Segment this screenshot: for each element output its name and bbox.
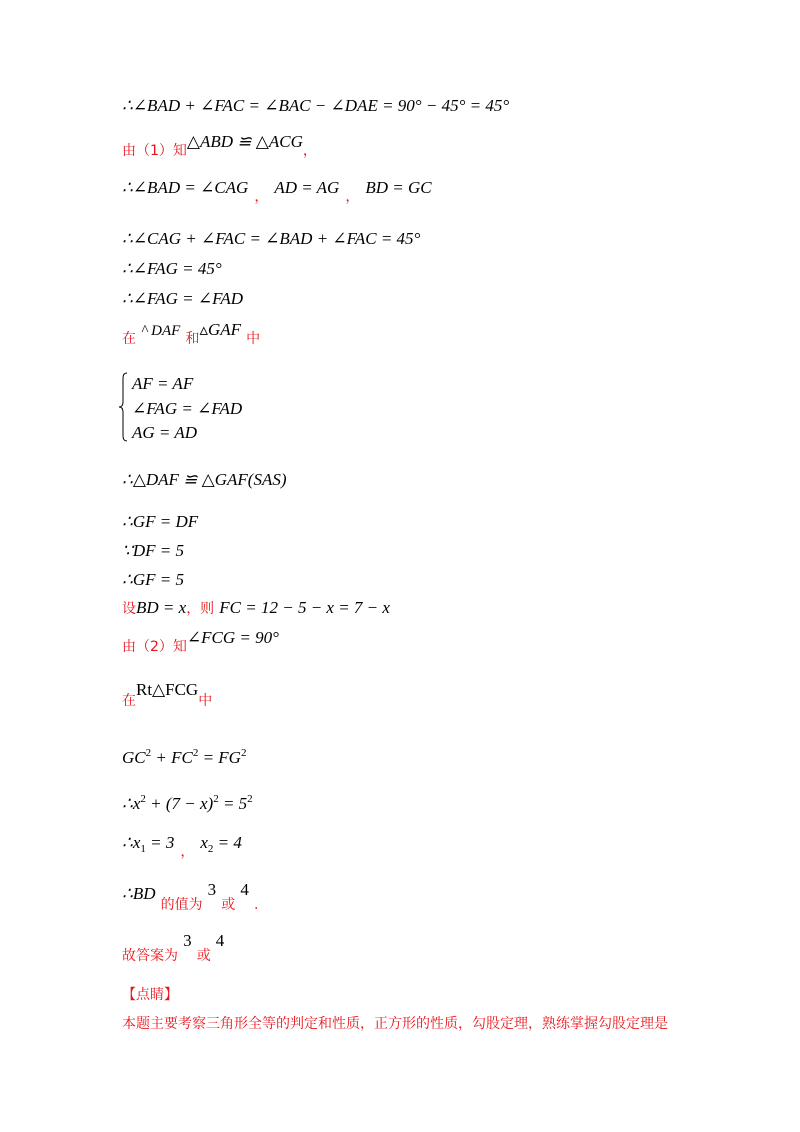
set-variable-line: 设BD = x，则 FC = 12 − 5 − x = 7 − x bbox=[122, 598, 390, 617]
angle-cag-line: ∴∠CAG + ∠FAC = ∠BAD + ∠FAC = 45° bbox=[122, 229, 421, 248]
right-triangle-line: 在Rt△FCG中 bbox=[122, 680, 213, 709]
quadratic-line: $\therefore x^2 + (7 - x)^2 = 5^2$ bbox=[122, 793, 253, 813]
gf-value-line: ∴GF = 5 bbox=[122, 570, 184, 589]
system-eq-3: AG = AD bbox=[132, 423, 197, 442]
df-value-line: ∵DF = 5 bbox=[122, 541, 184, 560]
angle-fag-line: ∴∠FAG = 45° bbox=[122, 259, 222, 278]
system-eq-1: AF = AF bbox=[132, 374, 194, 393]
triangle-congruence-line: ∴△DAF ≌ △GAF(SAS) bbox=[122, 470, 287, 489]
in-triangles-line: 在 ^ DAF 和▵GAF 中 bbox=[122, 320, 261, 347]
gf-equals-df-line: ∴GF = DF bbox=[122, 512, 199, 531]
system-brace bbox=[118, 372, 128, 442]
angle-sum-line: ∴∠BAD + ∠FAC = ∠BAC − ∠DAE = 90° − 45° = 45° bbox=[122, 96, 510, 115]
angle-equal-line: ∴∠FAG = ∠FAD bbox=[122, 289, 243, 308]
right-angle-reference-line: 由（2）知∠FCG = 90° bbox=[122, 628, 279, 655]
system-eq-2: ∠FAG = ∠FAD bbox=[132, 399, 243, 418]
dianjing-heading: 【点睛】 bbox=[122, 987, 178, 1003]
congruence-reference-line: 由（1）知△ABD ≌ △ACG， bbox=[122, 132, 317, 159]
pythagoras-line: $GC^2 + FC^2 = FG^2$ bbox=[122, 747, 247, 767]
bd-value-line: ∴BD 的值为 3 或 4 . bbox=[122, 880, 259, 913]
summary-text: 本题主要考察三角形全等的判定和性质，正方形的性质，勾股定理，熟练掌握勾股定理是 bbox=[122, 1016, 668, 1032]
equal-parts-line: ∴∠BAD = ∠CAG $_,$ AD = AG $_,$ BD = GC bbox=[122, 178, 432, 205]
solutions-line: $\therefore x_1 = 3$ $_,$ $x_2 = 4$ bbox=[122, 833, 242, 860]
answer-line: 故答案为 3 或 4 bbox=[122, 931, 225, 964]
